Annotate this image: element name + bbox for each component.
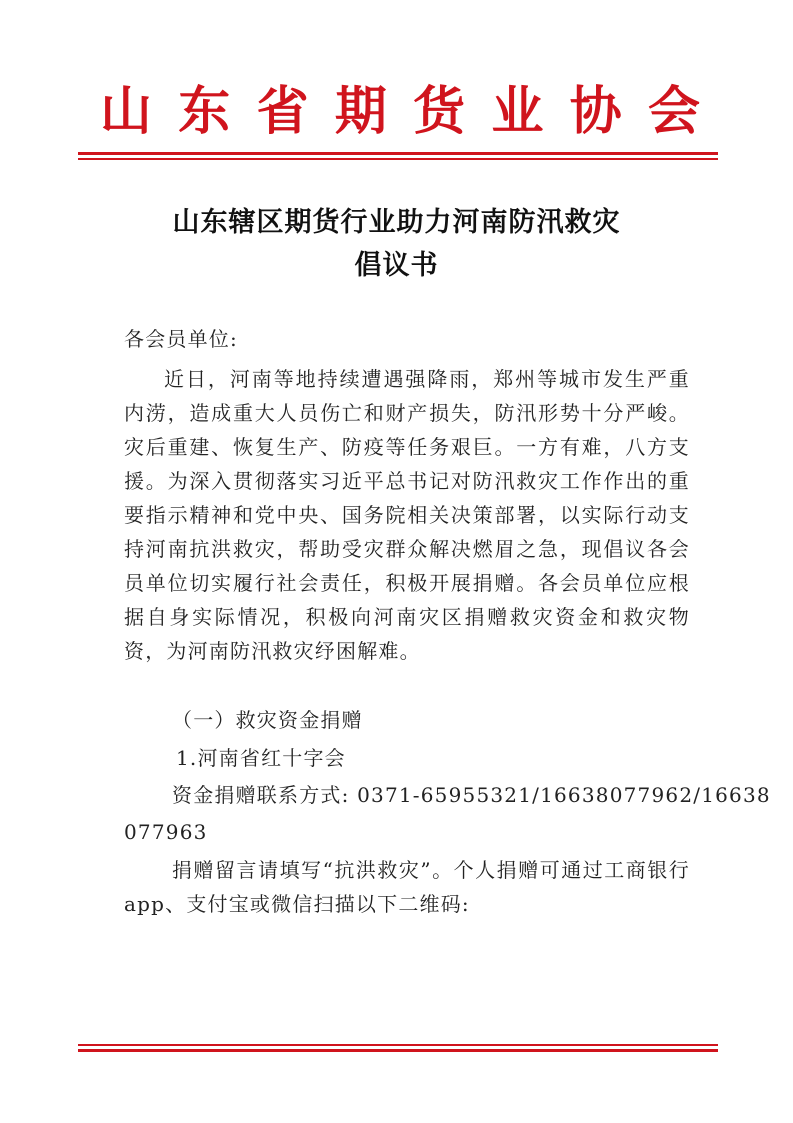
document-subtitle: 倡议书 xyxy=(354,250,439,281)
letterhead-divider xyxy=(78,152,718,155)
letterhead-char: 期 xyxy=(334,81,387,142)
letterhead-char: 东 xyxy=(178,81,231,142)
letterhead-char: 货 xyxy=(413,81,466,142)
letterhead-divider-thin xyxy=(78,158,718,160)
contact-line: 资金捐赠联系方式: 0371-65955321/16638077962/16638 xyxy=(172,783,771,807)
letterhead-char: 协 xyxy=(569,81,622,142)
donation-note: 捐赠留言请填写“抗洪救灾”。个人捐赠可通过工商银行app、支付宝或微信扫描以下二维码: xyxy=(124,858,690,916)
footer-divider xyxy=(78,1049,718,1052)
list-item: 1.河南省红十字会 xyxy=(176,746,346,770)
contact-line-continued: 077963 xyxy=(124,820,208,844)
letterhead-char: 业 xyxy=(491,81,544,142)
salutation: 各会员单位: xyxy=(124,327,238,351)
document-title: 山东辖区期货行业助力河南防汛救灾 xyxy=(172,207,621,238)
intro-paragraph: 近日，河南等地持续遭遇强降雨，郑州等城市发生严重内涝，造成重大人员伤亡和财产损失，防汛形势十分严峻。灾后重建、恢复生产、防疫等任务艰巨。一方有难，八方支援。为深入贯彻落实习近平总书记对防汛救灾工作作出的重要指示精神和党中央、国务院相关决策部署，以实际行动支持河南抗洪救灾，帮助受灾群众解决燃眉之急，现倡议各会员单位切实履行社会责任，积极开展捐赠。各会员单位应根据自身实际情况，积极向河南灾区捐赠救灾资金和救灾物资，为河南防汛救灾纾困解难。 xyxy=(124,367,690,663)
footer-divider-thin xyxy=(78,1044,718,1046)
letterhead-char: 省 xyxy=(256,81,309,142)
letterhead-char: 会 xyxy=(647,81,700,142)
letterhead xyxy=(100,81,700,142)
letterhead-char: 山 xyxy=(100,81,153,142)
section-heading: （一）救灾资金捐赠 xyxy=(172,708,363,732)
